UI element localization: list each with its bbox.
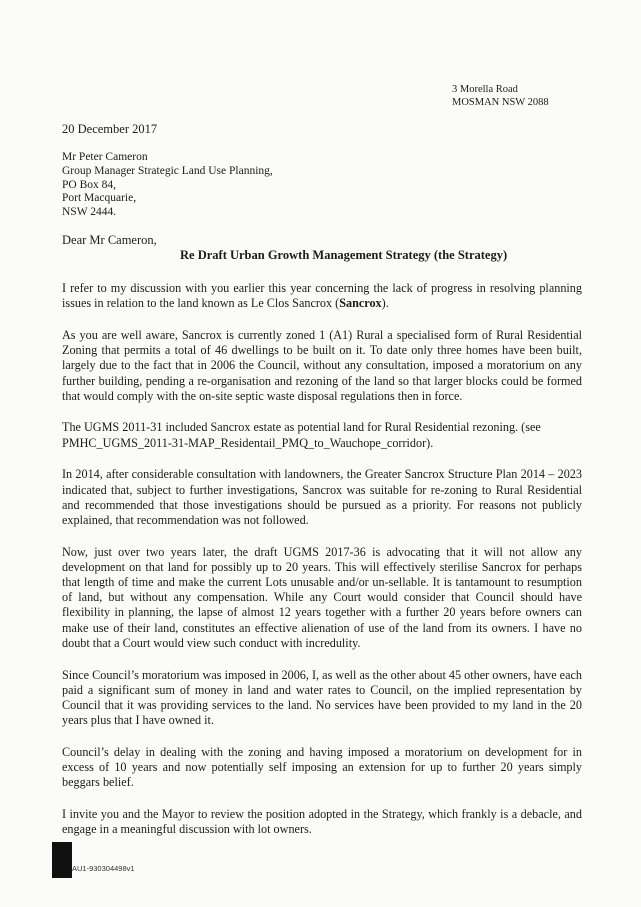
- sender-address-line1: 3 Morella Road: [452, 84, 518, 95]
- paragraph-7: Council’s delay in dealing with the zoning and having imposed a moratorium on development for in excess of 10 years and now potentially self imposing an extension for up to further 20 years simply beggars belief.: [62, 744, 582, 790]
- paragraph-3: [62, 420, 582, 450]
- paragraph-5: Now, just over two years later, the draft UGMS 2017-36 is advocating that it will not allow any development on that land for possibly up to 20 years. This will effectively sterilise Sancrox for perhaps that length of time and make the current Lots unusable and/or un-sellable. It is tantamount to resumption of land, but without any compensation. While any Court would consider that Council should have flexibility in planning, the lapse of almost 12 years together with a further 20 years before owners can make use of their land, constitutes an effective alienation of use of the land from its owners. I have no doubt that a Court would view such conduct with incredulity.: [62, 544, 582, 650]
- paragraph-1-text: I refer to my discussion with you earlier this year concerning the lack of progress in resolving planning issues in relation to the land known as Le Clos Sancrox (: [62, 281, 582, 311]
- paragraph-8: I invite you and the Mayor to review the position adopted in the Strategy, which frankly is a debacle, and engage in a meaningful discussion with lot owners.: [62, 806, 582, 837]
- recipient-title: Group Manager Strategic Land Use Planning,: [62, 164, 273, 177]
- recipient-city: Port Macquarie,: [62, 192, 137, 205]
- letter-body: [62, 281, 582, 854]
- subject-line: Re Draft Urban Growth Management Strategy (the Strategy): [180, 248, 508, 262]
- paragraph-3-line2: PMHC_UGMS_2011-31-MAP_Residentail_PMQ_to_Wauchope_corridor).: [62, 435, 434, 450]
- paragraph-4: In 2014, after considerable consultation with landowners, the Greater Sancrox Structure Plan 2014 – 2023 indicated that, subject to further investigations, Sancrox was suitable for re-zoning to Rural Residential and recommended that those investigations should be pursued as a priority. For reasons not publicly explained, that recommendation was not followed.: [62, 467, 582, 527]
- paragraph-1: [62, 281, 582, 311]
- paragraph-1-bold: Sancrox: [339, 296, 382, 311]
- paragraph-1-tail: ).: [381, 296, 389, 311]
- paragraph-6: Since Council’s moratorium was imposed in 2006, I, as well as the other about 45 other owners, have each paid a significant sum of money in land and water rates to Council, on the implied representation by Council that it was providing services to the land. No services have been provided to my land in the 20 years plus that I have owned it.: [62, 667, 582, 728]
- letter-date: 20 December 2017: [62, 122, 158, 136]
- sender-address-line2: MOSMAN NSW 2088: [452, 96, 549, 108]
- recipient-address: [62, 151, 273, 220]
- salutation: Dear Mr Cameron,: [62, 233, 157, 247]
- recipient-po-box: PO Box 84,: [62, 178, 116, 191]
- recipient-state-postcode: NSW 2444.: [62, 206, 117, 219]
- paragraph-2: As you are well aware, Sancrox is currently zoned 1 (A1) Rural a specialised form of Rural Residential Zoning that permits a total of 46 dwellings to be built on it. To date only three homes have been built, largely due to the fact that in 2006 the Council, without any consultation, imposed a moratorium on any further building, pending a re-organisation and rezoning of the land so that larger blocks could be formed that would comply with the on-site septic waste disposal regulations then in force.: [62, 327, 582, 403]
- sender-address: [452, 84, 549, 109]
- paragraph-3-line1: The UGMS 2011-31 included Sancrox estate as potential land for Rural Residential rezoning. (see: [62, 420, 541, 435]
- document-reference: AU1-930304498v1: [72, 864, 135, 873]
- footer-black-bar: [52, 842, 72, 878]
- recipient-name: Mr Peter Cameron: [62, 151, 148, 163]
